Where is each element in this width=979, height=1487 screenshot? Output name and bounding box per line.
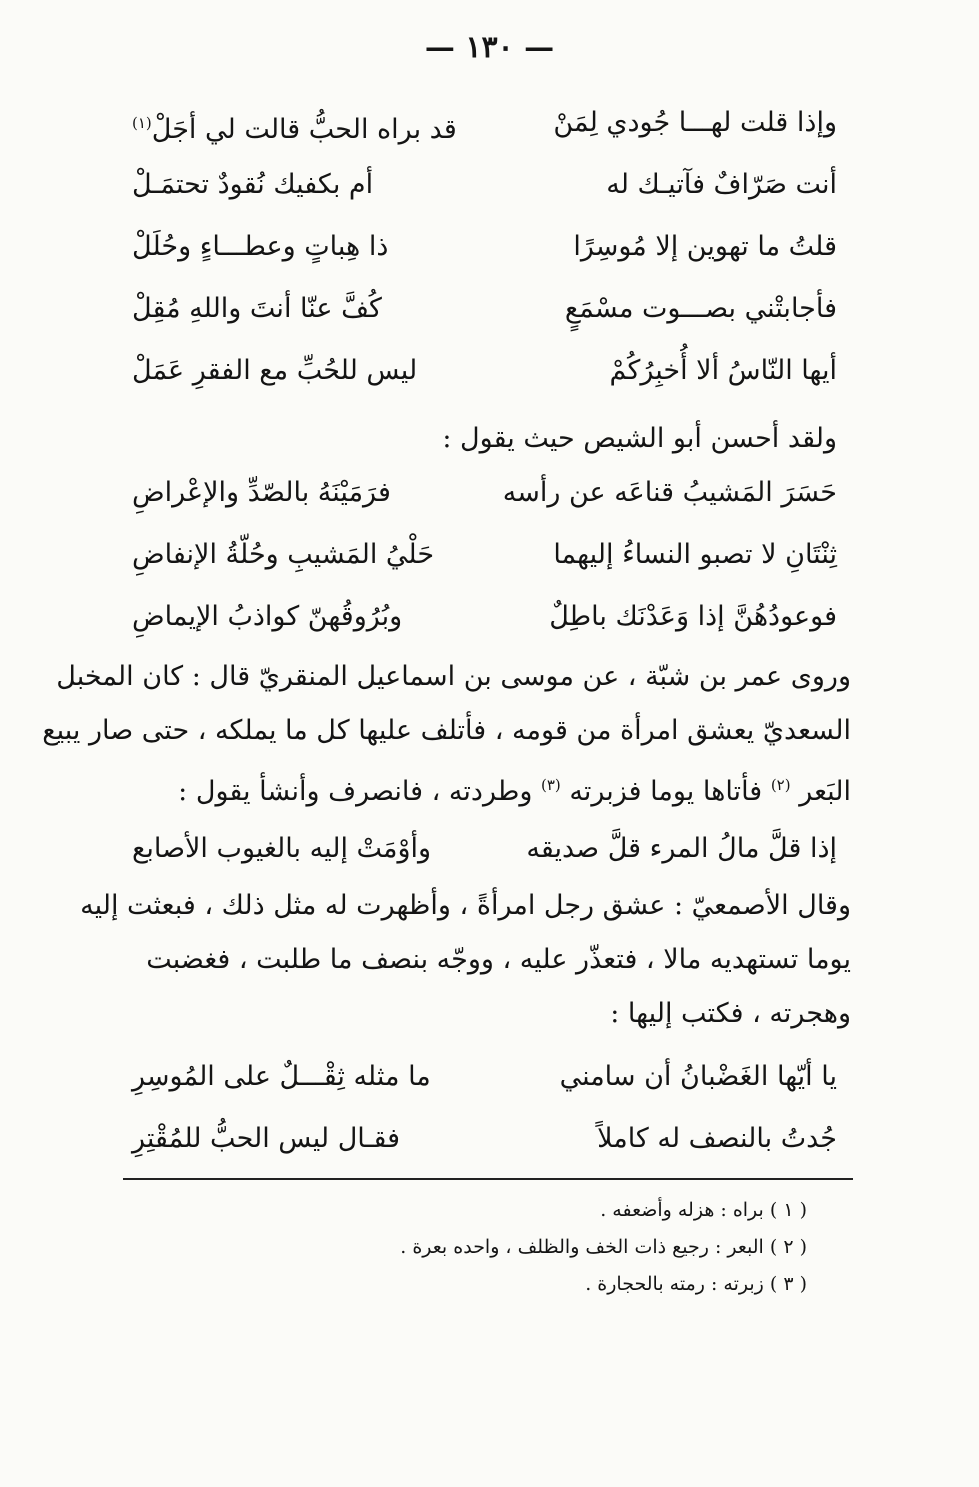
hemistich-second: وأوْمَتْ إليه بالغيوب الأصابع [132,833,432,864]
paragraph-line [131,758,851,812]
poem-4 [132,1046,837,1170]
verse [132,278,837,340]
footnote-marker: (٣) [540,776,561,794]
paragraph-1 [42,650,851,812]
hemistich-first: فوعودُهُنَّ إذا وَعَدْنَك باطِلٌ [549,601,837,632]
verse [132,818,837,880]
hemistich-second: فقـال ليس الحبُّ للمُقْتِرِ [132,1123,401,1154]
verse [132,154,837,216]
hemistich-second [132,92,457,154]
verse [132,1046,837,1108]
hemistich-first: جُدتُ بالنصف له كاملاً [597,1123,837,1154]
verse [132,586,837,648]
hemistich-text: قد براه الحبُّ قالت لي أجَلْ [151,114,457,145]
hemistich-first: قلتُ ما تهوين إلا مُوسِرًا [573,231,837,262]
hemistich-first: فأجابتْني بصـــوت مسْمَعٍ [564,293,837,324]
footnotes [157,1192,807,1303]
verse-3 [132,818,837,880]
hemistich-second: ذا هِباتٍ وعطـــاءٍ وحُلَلْ [132,231,389,262]
hemistich-first: إذا قلَّ مالُ المرء قلَّ صديقه [526,833,837,864]
paragraph-line: السعديّ يعشق امرأة من قومه ، فأتلف عليها كل ما يملكه ، حتى صار يبيع [42,715,851,746]
footnote-marker: (٢) [770,776,791,794]
hemistich-second: أم بكفيك نُقودٌ تحتمَـلْ [132,169,374,200]
intro-text: ولقد أحسن أبو الشيص حيث يقول : [442,423,837,454]
hemistich-first: ثِنْتَانِ لا تصبو النساءُ إليهما [553,539,837,570]
text-fragment: فأتاها يوما فزبرته [569,776,763,807]
paragraph-line: يوما تستهديه مالا ، فتعذّر عليه ، ووجّه بنصف ما طلبت ، فغضبت [146,944,851,975]
paragraph-line: وروى عمر بن شبّة ، عن موسى بن اسماعيل المنقريّ قال : كان المخبل [56,661,851,692]
hemistich-first: حَسَرَ المَشيبُ قناعَه عن رأسه [502,477,837,508]
verse [132,92,837,154]
footnote: ( ٢ ) البعر : رجيع ذات الخف والظلف ، واحده بعرة . [400,1236,807,1258]
poem-2 [132,462,837,648]
footnote: ( ١ ) براه : هزله وأضعفه . [600,1199,807,1221]
hemistich-second: ما مثله ثِقْـــلٌ على المُوسِرِ [132,1061,431,1092]
paragraph-2 [80,879,851,1041]
poem-1 [132,92,837,402]
page-number: — ١٣٠ — [424,30,555,65]
hemistich-second: كُفَّ عنّا أنتَ واللهِ مُقِلْ [132,293,382,324]
verse [132,462,837,524]
footnote-divider [123,1178,853,1180]
hemistich-second: وبُرُوقُهنّ كواذبُ الإيماضِ [132,601,403,632]
paragraph-line: وقال الأصمعيّ : عشق رجل امرأةً ، وأظهرت له مثل ذلك ، فبعثت إليه [80,890,851,921]
hemistich-first: أيها النّاسُ ألا أُخبِرُكُمْ [609,355,837,386]
verse [132,216,837,278]
hemistich-second: فرَمَيْنَهُ بالصّدِّ والإعْراضِ [132,477,391,508]
text-fragment: البَعر [799,776,851,807]
hemistich-first: أنت صَرّافٌ فآتيـك له [606,169,837,200]
hemistich-first: يا أيّها الغَضْبانُ أن سامني [559,1061,837,1092]
paragraph-line: وهجرته ، فكتب إليها : [610,998,851,1029]
hemistich-first: وإذا قلت لهـــا جُودي لِمَنْ [553,107,837,138]
verse [132,340,837,402]
footnote: ( ٣ ) زبرته : رمته بالحجارة . [585,1273,807,1295]
hemistich-second: حَلْيُ المَشيبِ وحُلّةُ الإنفاضِ [132,539,435,570]
text-fragment: وطردته ، فانصرف وأنشأ يقول : [178,776,533,807]
hemistich-second: ليس للحُبِّ مع الفقرِ عَمَلْ [132,355,418,386]
verse [132,524,837,586]
verse [132,1108,837,1170]
intro-paragraph [132,412,837,466]
footnote-marker: (١) [132,114,152,132]
